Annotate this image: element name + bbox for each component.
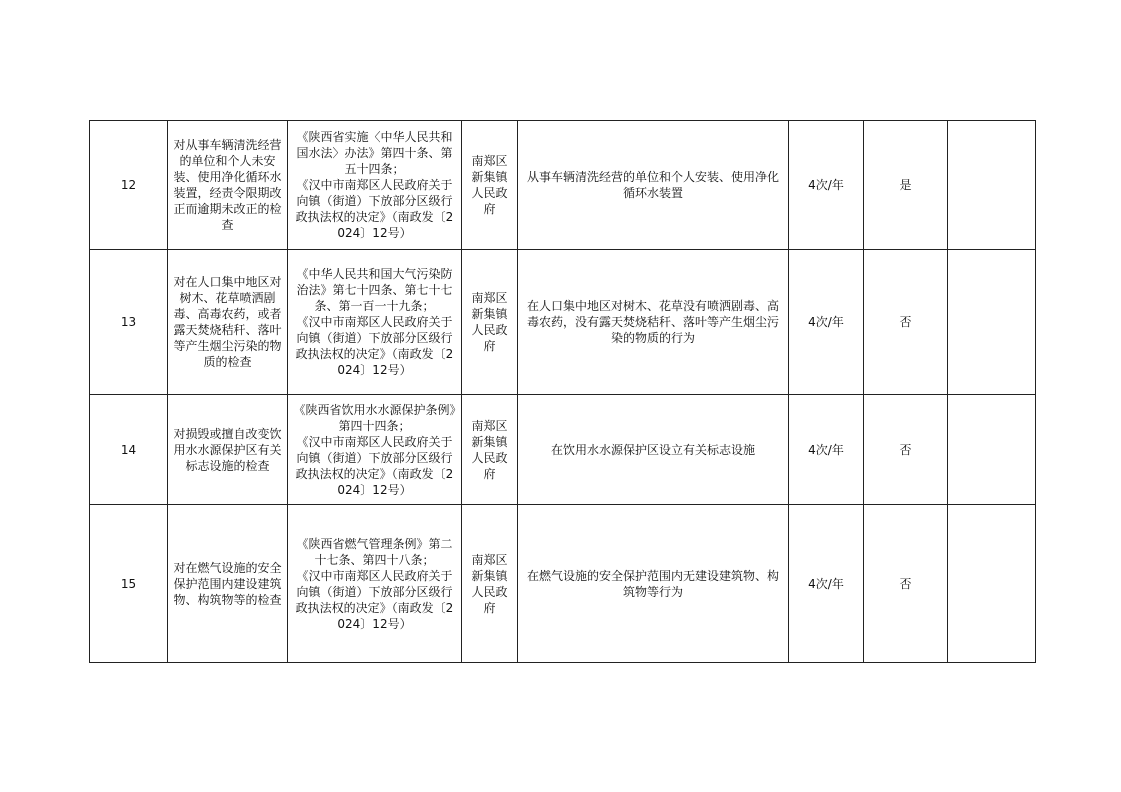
remark-cell (948, 395, 1036, 505)
legal-basis (288, 250, 462, 395)
inspection-item: 对在燃气设施的安全保护范围内建设建筑物、构筑物等的检查 (168, 505, 288, 663)
legal-basis-line: 《陕西省实施〈中华人民共和国水法〉办法》第四十条、第五十四条； (296, 130, 453, 176)
row-number: 15 (90, 505, 168, 663)
legal-basis (288, 505, 462, 663)
inspection-item: 对损毁或擅自改变饮用水水源保护区有关标志设施的检查 (168, 395, 288, 505)
row-number: 12 (90, 121, 168, 250)
legal-basis-line: 《陕西省饮用水水源保护条例》第四十四条； (293, 402, 456, 433)
inspection-subject: 南郑区新集镇人民政府 (462, 250, 518, 395)
inspection-frequency: 4次/年 (789, 395, 864, 505)
table-row (90, 250, 1036, 395)
inspection-item: 对从事车辆清洗经营的单位和个人未安装、使用净化循环水装置，经责令限期改正而逾期未改正的检查 (168, 121, 288, 250)
inspection-content: 在人口集中地区对树木、花草没有喷洒剧毒、高毒农药，没有露天焚烧秸秆、落叶等产生烟尘污染的物质的行为 (518, 250, 789, 395)
table-row (90, 395, 1036, 505)
remark-cell (948, 250, 1036, 395)
inspection-content: 在燃气设施的安全保护范围内无建设建筑物、构筑物等行为 (518, 505, 789, 663)
inspection-subject: 南郑区新集镇人民政府 (462, 121, 518, 250)
legal-basis (288, 395, 462, 505)
legal-basis-line: 《汉中市南郑区人民政府关于向镇（街道）下放部分区级行政执法权的决定》（南政发〔2024〕12号） (295, 434, 454, 497)
remark-cell (948, 121, 1036, 250)
inspection-item: 对在人口集中地区对树木、花草喷洒剧毒、高毒农药，或者露天焚烧秸秆、落叶等产生烟尘污染的物质的检查 (168, 250, 288, 395)
legal-basis (288, 121, 462, 250)
inspection-subject: 南郑区新集镇人民政府 (462, 505, 518, 663)
row-number: 14 (90, 395, 168, 505)
legal-basis-line: 《汉中市南郑区人民政府关于向镇（街道）下放部分区级行政执法权的决定》（南政发〔2024〕12号） (295, 315, 454, 377)
inspection-content: 在饮用水水源保护区设立有关标志设施 (518, 395, 789, 505)
inspection-frequency: 4次/年 (789, 250, 864, 395)
table-row (90, 121, 1036, 250)
public-flag: 否 (864, 250, 948, 395)
table-row (90, 505, 1036, 663)
legal-basis-line: 《陕西省燃气管理条例》第二十七条、第四十八条； (296, 536, 453, 567)
inspection-frequency: 4次/年 (789, 121, 864, 250)
public-flag: 否 (864, 395, 948, 505)
public-flag: 否 (864, 505, 948, 663)
remark-cell (948, 505, 1036, 663)
inspection-content: 从事车辆清洗经营的单位和个人安装、使用净化循环水装置 (518, 121, 789, 250)
inspection-table (89, 120, 1036, 663)
legal-basis-line: 《中华人民共和国大气污染防治法》第七十四条、第七十七条、第一百一十九条； (296, 267, 453, 313)
inspection-frequency: 4次/年 (789, 505, 864, 663)
inspection-subject: 南郑区新集镇人民政府 (462, 395, 518, 505)
row-number: 13 (90, 250, 168, 395)
legal-basis-line: 《汉中市南郑区人民政府关于向镇（街道）下放部分区级行政执法权的决定》（南政发〔2024〕12号） (295, 178, 454, 240)
public-flag: 是 (864, 121, 948, 250)
legal-basis-line: 《汉中市南郑区人民政府关于向镇（街道）下放部分区级行政执法权的决定》（南政发〔2024〕12号） (295, 568, 454, 631)
